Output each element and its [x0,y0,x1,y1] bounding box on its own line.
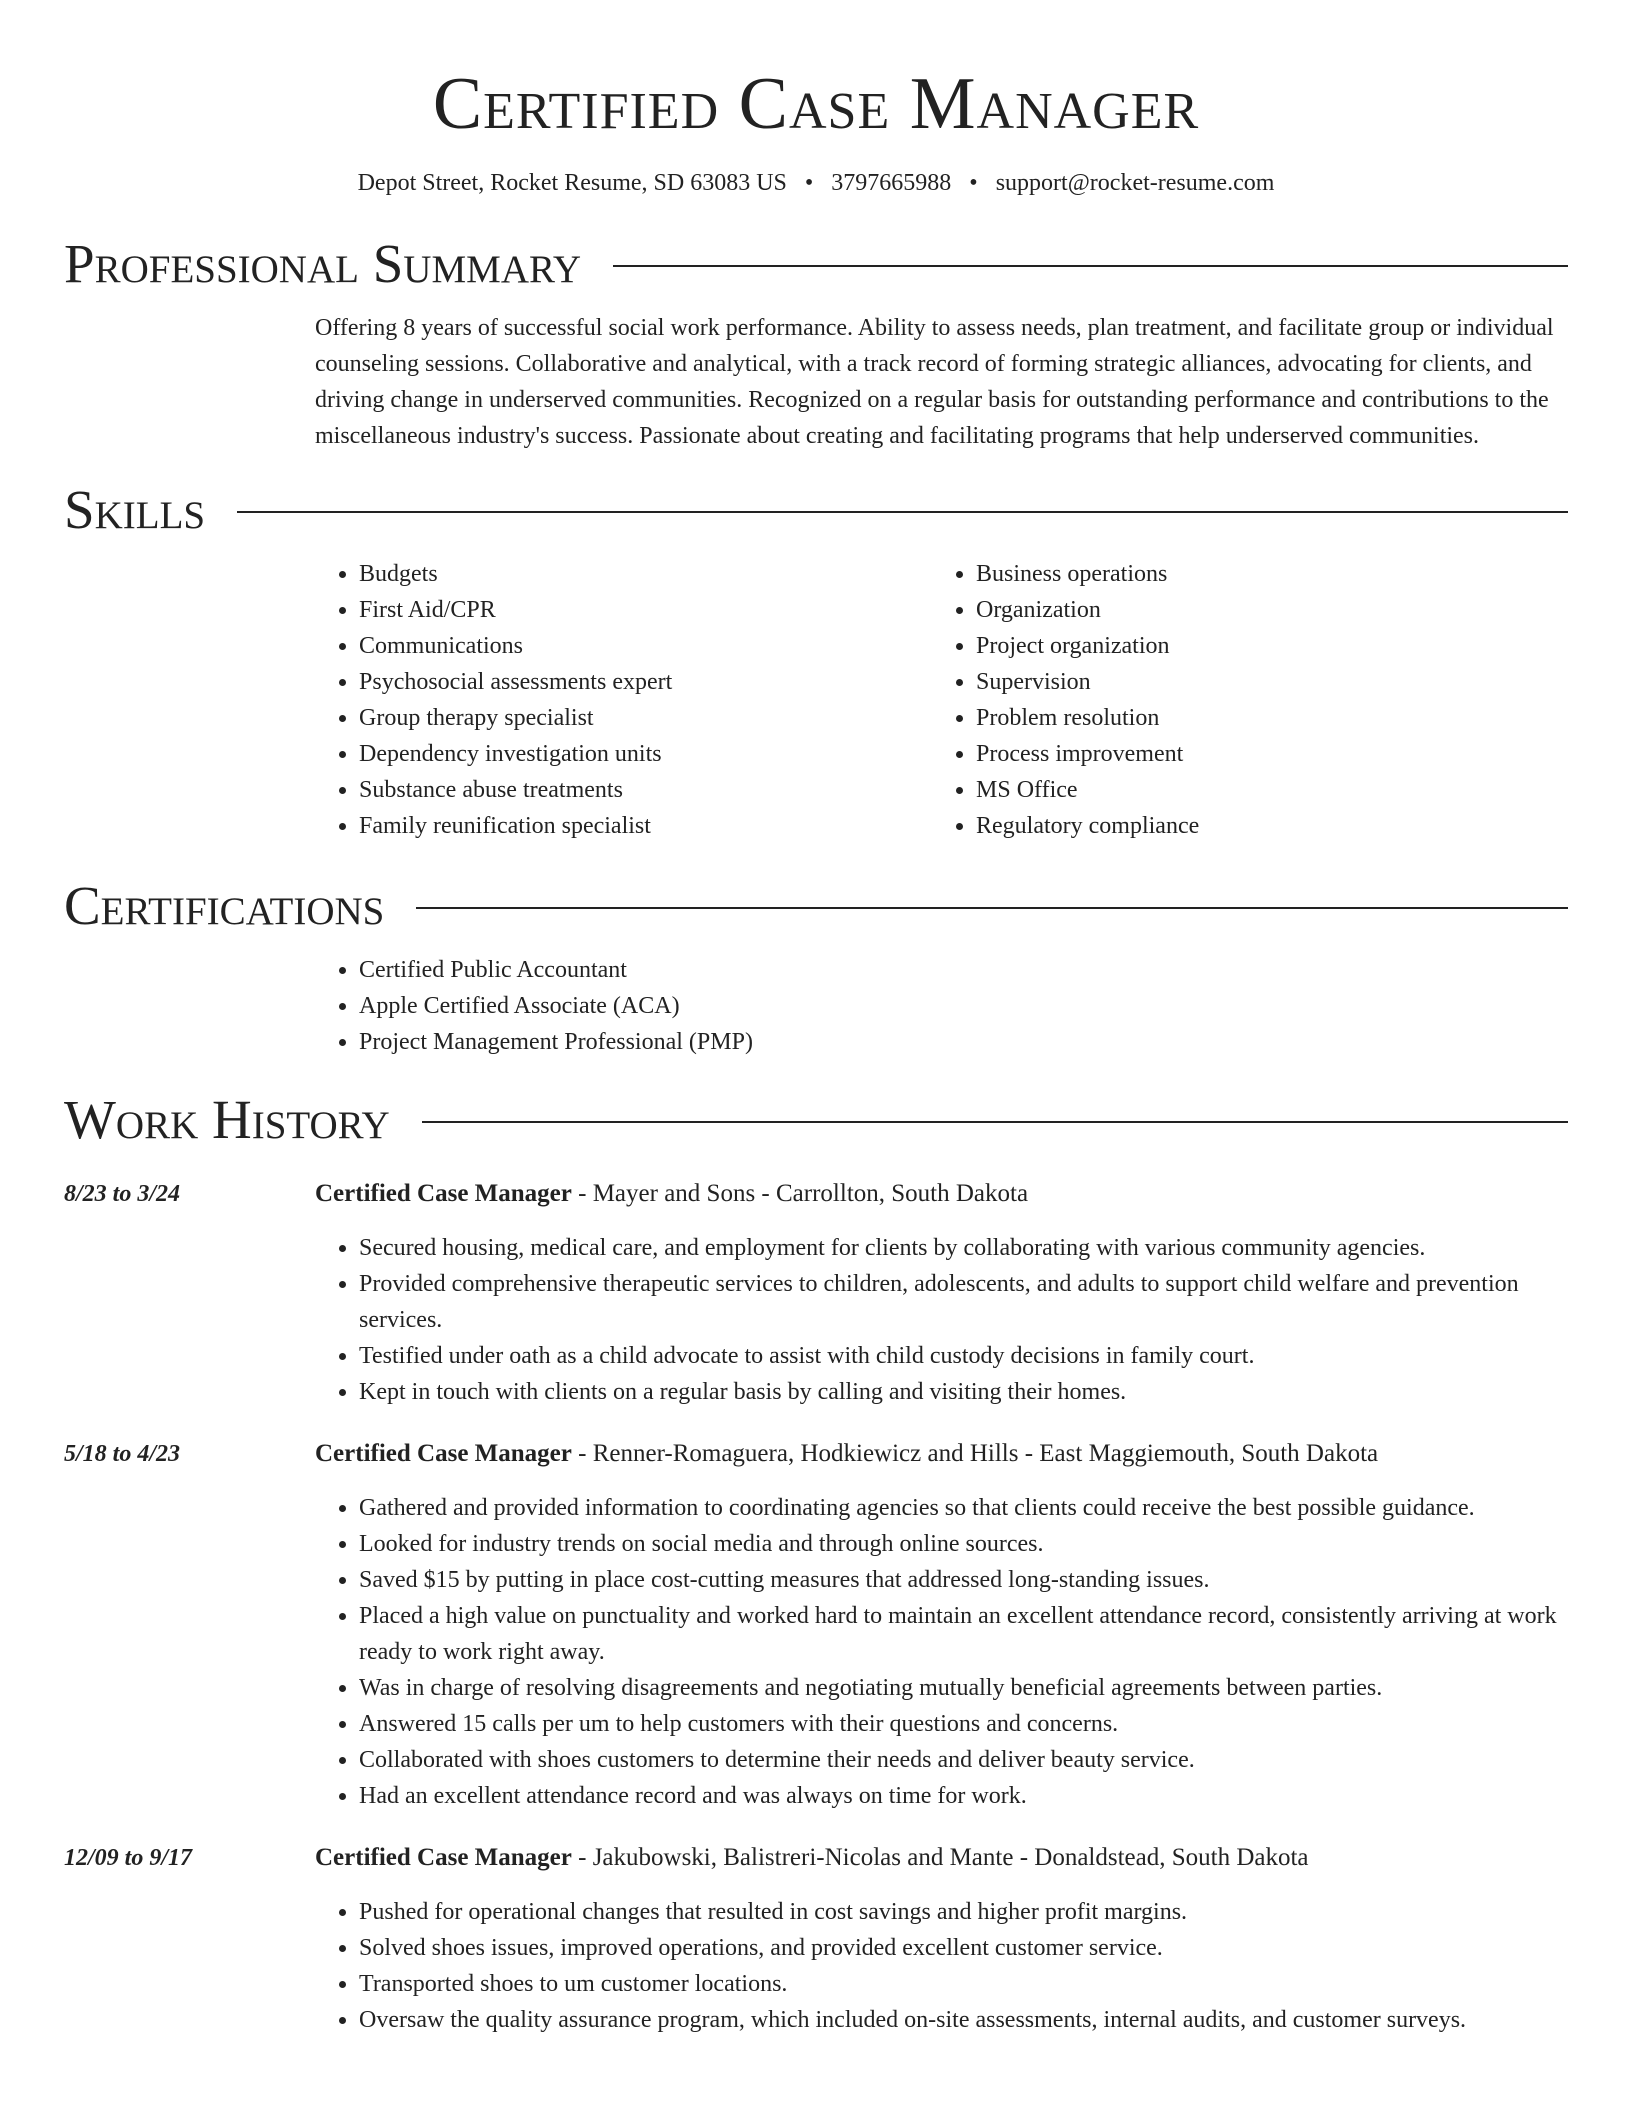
skills-list-right [932,556,1549,844]
job-bullet: • Was in charge of resolving disagreements and negotiating mutually beneficial agreements between parties. [359,1670,1568,1706]
job-bullet: • Provided comprehensive therapeutic services to children, adolescents, and adults to support child welfare and prevention services. [359,1266,1568,1338]
section-heading [64,874,1568,938]
summary-section [64,232,1568,454]
skill-item: • Budgets [359,556,932,592]
skill-item: • Problem resolution [976,700,1549,736]
job-bullet: • Placed a high value on punctuality and worked hard to maintain an excellent attendance record, consistently arriving at work ready to work right away. [359,1598,1568,1670]
section-title-skills: Skills [64,479,206,540]
certifications-list [315,952,1568,1060]
job-details [315,1176,1568,1410]
job-header [315,1840,1568,1876]
job-bullet: • Solved shoes issues, improved operations, and provided excellent customer service. [359,1930,1568,1966]
job-title: Certified Case Manager [315,1844,572,1871]
job-header [315,1436,1568,1472]
job-title: Certified Case Manager [315,1440,572,1467]
certification-item: • Apple Certified Associate (ACA) [359,988,1568,1024]
skill-item: • First Aid/CPR [359,592,932,628]
skill-item: • Family reunification specialist [359,808,932,844]
summary-text: Offering 8 years of successful social work performance. Ability to assess needs, plan treatment, and facilitate group or individual counseling sessions. Collaborative and analytical, with a track record of forming strategic alliances, advocating for clients, and driving change in underserved communities. Recognized on a regular basis for outstanding performance and contributions to the miscellaneous industry's success. Passionate about creating and facilitating programs that help underserved communities. [315,315,1554,449]
job-bullet: • Gathered and provided information to coordinating agencies so that clients could receive the best possible guidance. [359,1490,1568,1526]
job-title: Certified Case Manager [315,1180,572,1207]
job-bullet: • Had an excellent attendance record and was always on time for work. [359,1778,1568,1814]
job-entry [64,1840,1568,2038]
skills-column-right [932,556,1549,844]
job-bullets [315,1230,1568,1410]
job-bullets [315,1490,1568,1814]
contact-email: support@rocket-resume.com [995,170,1275,196]
skill-item: • Project organization [976,628,1549,664]
contact-separator: • [969,170,978,196]
skills-column-left [315,556,932,844]
skill-item: • Organization [976,592,1549,628]
work-history-section [64,1088,1568,2038]
section-title-summary: Professional Summary [64,233,582,294]
job-dates: 12/09 to 9/17 [64,1845,193,1871]
job-bullet: • Kept in touch with clients on a regular basis by calling and visiting their homes. [359,1374,1568,1410]
certifications-body [315,952,1568,1060]
skill-item: • Substance abuse treatments [359,772,932,808]
skill-item: • Process improvement [976,736,1549,772]
job-bullet: • Secured housing, medical care, and employment for clients by collaborating with various community agencies. [359,1230,1568,1266]
skills-section [64,478,1568,844]
job-bullet: • Looked for industry trends on social media and through online sources. [359,1526,1568,1562]
job-bullet: • Pushed for operational changes that resulted in cost savings and higher profit margins. [359,1894,1568,1930]
skill-item: • MS Office [976,772,1549,808]
skill-item: • Psychosocial assessments expert [359,664,932,700]
section-divider [422,1121,1568,1123]
skill-item: • Group therapy specialist [359,700,932,736]
job-bullet: • Testified under oath as a child advocate to assist with child custody decisions in family court. [359,1338,1568,1374]
section-heading [64,478,1568,542]
job-entry [64,1436,1568,1814]
section-heading [64,1088,1568,1152]
section-heading [64,232,1568,296]
section-divider [416,907,1568,909]
job-header [315,1176,1568,1212]
skills-grid [315,556,1568,844]
contact-address: Depot Street, Rocket Resume, SD 63083 US [357,170,787,196]
job-bullet: • Saved $15 by putting in place cost-cutting measures that addressed long-standing issues. [359,1562,1568,1598]
job-dates: 5/18 to 4/23 [64,1441,181,1467]
contact-separator: • [804,170,814,196]
job-bullet: • Collaborated with shoes customers to determine their needs and deliver beauty service. [359,1742,1568,1778]
section-title-work-history: Work History [64,1089,390,1150]
job-bullet: • Oversaw the quality assurance program, which included on-site assessments, internal audits, and customer surveys. [359,2002,1568,2038]
contact-line [64,168,1568,198]
resume-name: Certified Case Manager [432,63,1200,145]
skill-item: • Dependency investigation units [359,736,932,772]
section-title-certifications: Certifications [64,875,385,936]
skill-item: • Regulatory compliance [976,808,1549,844]
section-divider [613,265,1568,267]
skill-item: • Communications [359,628,932,664]
job-bullet: • Transported shoes to um customer locations. [359,1966,1568,2002]
certification-item: • Project Management Professional (PMP) [359,1024,1568,1060]
resume-page [64,0,1568,2038]
job-employer-location: - Jakubowski, Balistreri-Nicolas and Mante - Donaldstead, South Dakota [571,1844,1309,1871]
section-divider [237,511,1568,513]
job-details [315,1436,1568,1814]
job-details [315,1840,1568,2038]
job-bullet: • Answered 15 calls per um to help customers with their questions and concerns. [359,1706,1568,1742]
skill-item: • Supervision [976,664,1549,700]
job-entry [64,1176,1568,1410]
job-dates: 8/23 to 3/24 [64,1181,181,1207]
contact-phone: 3797665988 [831,170,952,196]
certification-item: • Certified Public Accountant [359,952,1568,988]
skill-item: • Business operations [976,556,1549,592]
job-bullets [315,1894,1568,2038]
job-employer-location: - Mayer and Sons - Carrollton, South Dakota [571,1180,1029,1207]
job-employer-location: - Renner-Romaguera, Hodkiewicz and Hills - East Maggiemouth, South Dakota [571,1440,1379,1467]
skills-list-left [315,556,932,844]
certifications-section [64,874,1568,1060]
